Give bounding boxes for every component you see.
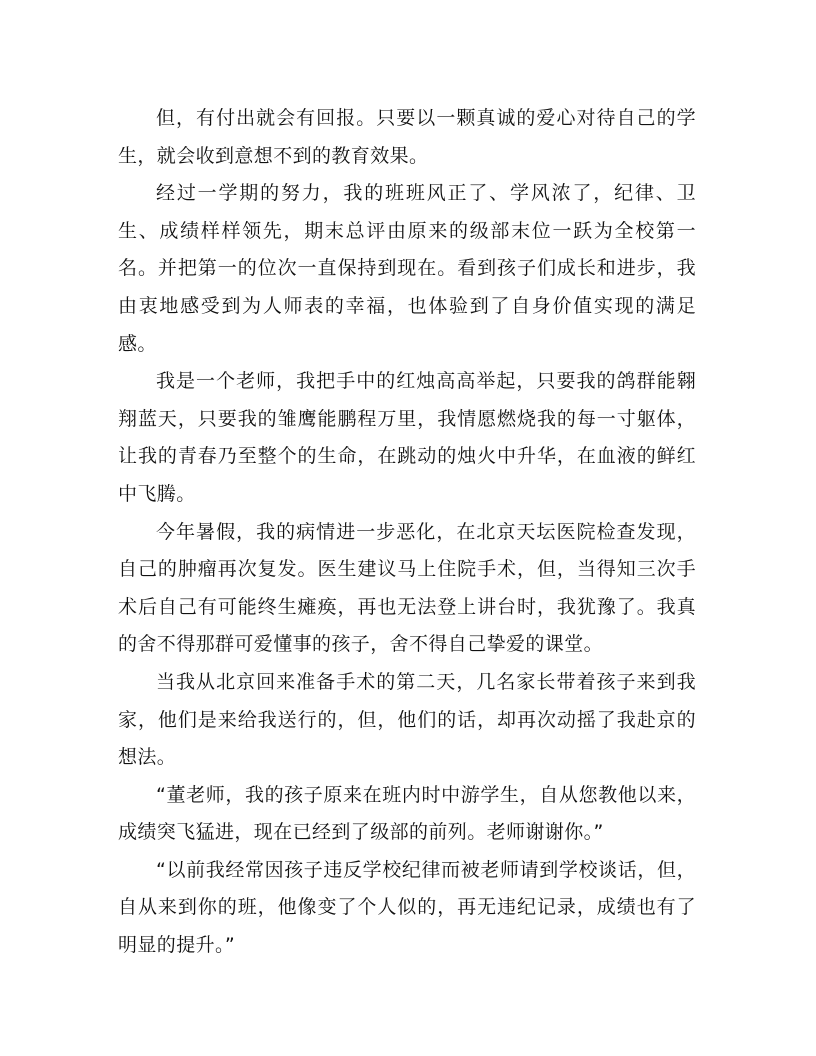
paragraph-4: 今年暑假，我的病情进一步恶化，在北京天坛医院检查发现，自己的肿瘤再次复发。医生建议马上住院手术，但，当得知三次手术后自己有可能终生瘫痪，再也无法登上讲台时，我犹豫了。我真的舍不得那群可爱懂事的孩子，舍不得自己挚爱的课堂。 bbox=[118, 520, 696, 656]
paragraph-6: “董老师，我的孩子原来在班内时中游学生，自从您教他以来，成绩突飞猛进，现在已经到了级部的前列。老师谢谢你。” bbox=[118, 783, 696, 844]
body-text bbox=[118, 100, 696, 965]
paragraph-1: 但，有付出就会有回报。只要以一颗真诚的爱心对待自己的学生，就会收到意想不到的教育效果。 bbox=[118, 107, 696, 167]
paragraph-5: 当我从北京回来准备手术的第二天，几名家长带着孩子来到我家，他们是来给我送行的，但，他们的话，却再次动摇了我赴京的想法。 bbox=[118, 670, 696, 769]
paragraph-2: 经过一学期的努力，我的班班风正了、学风浓了，纪律、卫生、成绩样样领先，期末总评由原来的级部末位一跃为全校第一名。并把第一的位次一直保持到现在。看到孩子们成长和进步，我由衷地感受到为人师表的幸福，也体验到了自身价值实现的满足感。 bbox=[118, 182, 696, 355]
paragraph-3: 我是一个老师，我把手中的红烛高高举起，只要我的鸽群能翱翔蓝天，只要我的雏鹰能鹏程万里，我情愿燃烧我的每一寸躯体，让我的青春乃至整个的生命，在跳动的烛火中升华，在血液的鲜红中飞腾。 bbox=[118, 370, 696, 505]
paragraph-7: “以前我经常因孩子违反学校纪律而被老师请到学校谈话，但，自从来到你的班，他像变了个人似的，再无违纪记录，成绩也有了明显的提升。” bbox=[118, 858, 696, 957]
